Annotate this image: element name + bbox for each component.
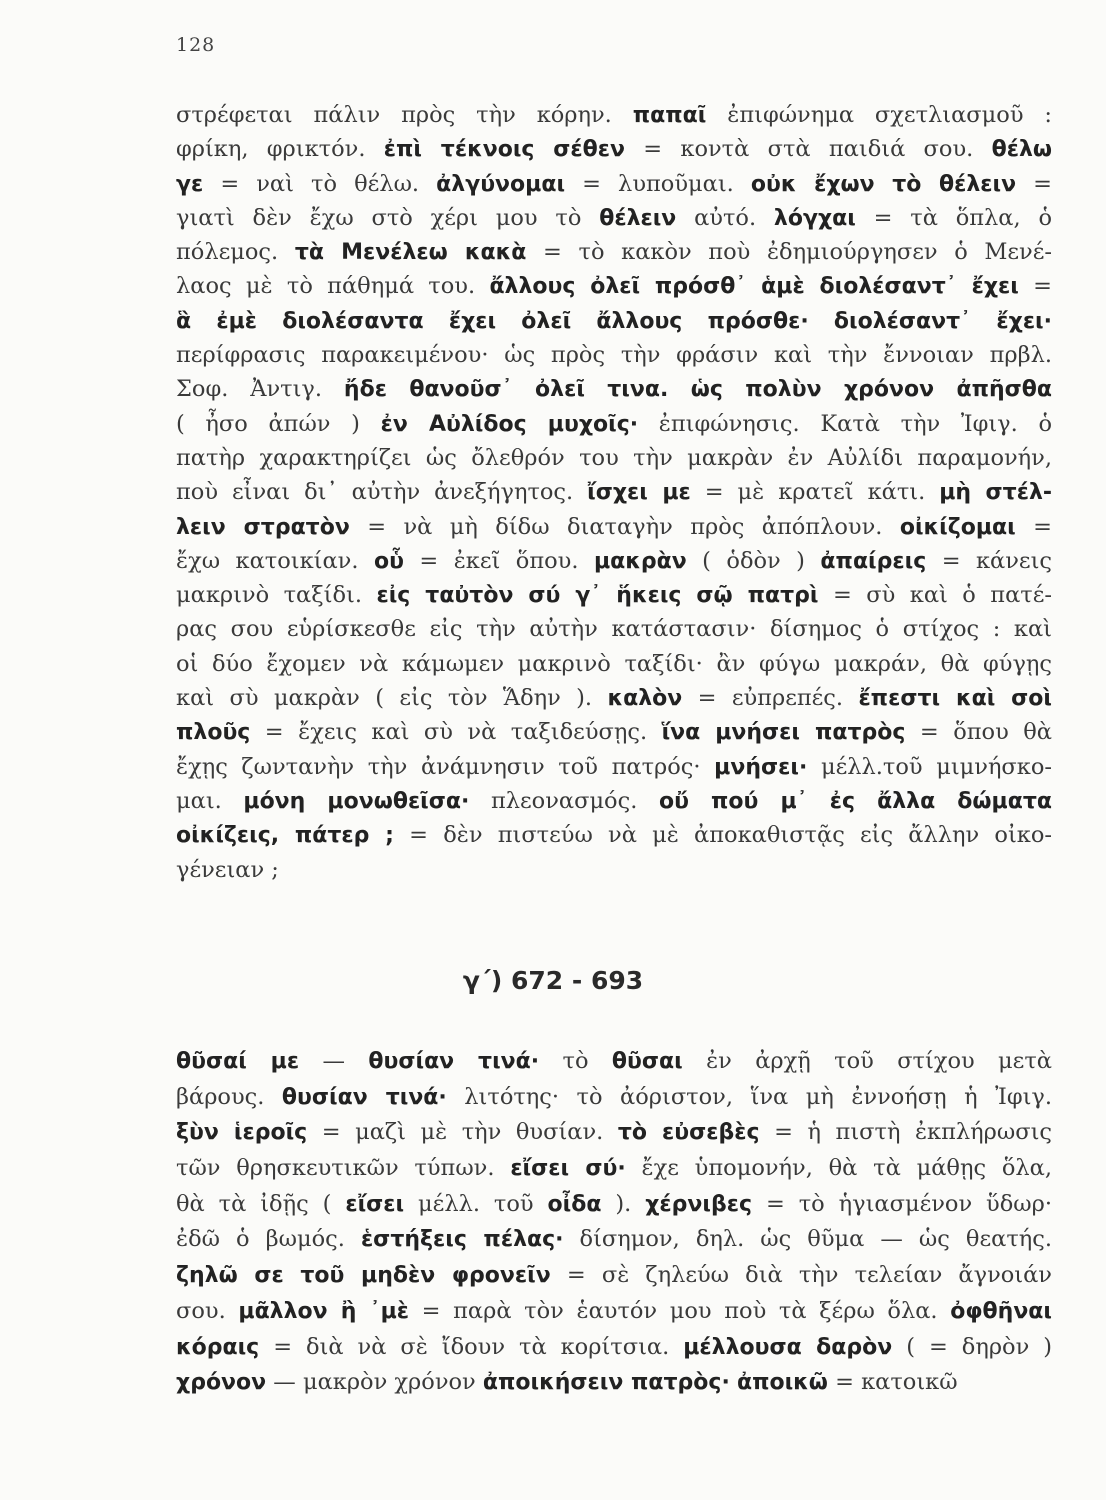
lemma-term: οὗ	[373, 548, 404, 574]
lemma-term: τὸ εὐσεβὲς	[617, 1120, 760, 1146]
lemma-term: ἴσχει με	[587, 480, 691, 506]
text-line	[176, 1080, 1052, 1116]
lemma-term: μακρὰν	[593, 548, 687, 574]
lemma-term: ἀπαίρεις	[820, 548, 927, 574]
gloss-text: = ἐκεῖ ὅπου.	[403, 547, 594, 574]
lemma-term: ἀποικῶ	[736, 1370, 828, 1396]
lemma-term: μὴ στέλ-	[939, 480, 1053, 506]
gloss-text: = τὸ κακὸν ποὺ ἐδημιούργησεν ὁ Μενέ-	[526, 239, 1052, 266]
text-line	[176, 853, 1052, 887]
text-line	[176, 681, 1052, 715]
lemma-term: μνήσει·	[714, 754, 808, 780]
lemma-term: ἀποικήσειν πατρὸς·	[482, 1370, 730, 1396]
lemma-term: λειν στρατὸν	[176, 514, 350, 540]
lemma-term: μόνη μονωθεῖσα·	[243, 788, 470, 814]
gloss-text: = διὰ νὰ σὲ ἴδουν τὰ κορίτσια.	[259, 1333, 684, 1360]
text-line	[176, 750, 1052, 784]
gloss-text: λιτότης· τὸ ἀόριστον, ἵνα μὴ ἐννοήσῃ ἡ Ἰφιγ.	[446, 1083, 1052, 1110]
gloss-text: = ὅπου θὰ	[905, 719, 1052, 746]
lemma-term: ἀλγύνομαι	[436, 171, 566, 197]
lemma-term: εἰς ταὐτὸν σύ γ᾽ ἥκεις σῷ πατρὶ	[376, 583, 819, 609]
commentary-paragraph-1	[176, 98, 1052, 887]
gloss-text: =	[1015, 513, 1052, 540]
gloss-text: ἔχῃς ζωντανὴν τὴν ἀνάμνησιν τοῦ πατρός·	[176, 753, 715, 780]
text-line	[176, 475, 1052, 509]
gloss-text: ἔχω κατοικίαν.	[176, 547, 374, 574]
lemma-term: μᾶλλον ἢ ᾽μὲ	[238, 1298, 410, 1324]
lemma-term: κόραις	[176, 1334, 260, 1360]
gloss-text: πατὴρ χαρακτηρίζει ὡς ὄλεθρόν του τὴν μακρὰν ἐν Αὐλίδι παραμονήν,	[176, 444, 1052, 471]
gloss-text: = σὺ καὶ ὁ πατέ-	[818, 582, 1052, 609]
gloss-text: στρέφεται πάλιν πρὸς τὴν κόρην.	[176, 102, 633, 128]
lemma-term: οἰκίζομαι	[899, 514, 1016, 540]
text-line	[176, 1044, 1052, 1080]
gloss-text: καὶ σὺ μακρὰν ( εἰς τὸν Ἅδην ).	[176, 685, 608, 712]
lemma-term: θυσίαν τινά·	[368, 1049, 540, 1074]
lemma-term: ἑστήξεις πέλας·	[360, 1227, 564, 1253]
commentary-paragraph-2	[176, 1044, 1052, 1401]
lemma-term: οἰκίζεις, πάτερ ;	[176, 823, 394, 849]
lemma-term: ἵνα μνήσει πατρὸς	[661, 720, 906, 746]
text-line	[176, 269, 1052, 303]
gloss-text: οἱ δύο ἔχομεν νὰ κάμωμεν μακρινὸ ταξίδι· ἂν φύγω μακράν, θὰ φύγῃς	[176, 650, 1052, 677]
gloss-text: τῶν θρησκευτικῶν τύπων.	[176, 1155, 511, 1182]
gloss-text: περίφρασις παρακειμένου· ὡς πρὸς τὴν φράσιν καὶ τὴν ἔννοιαν πρβλ.	[176, 342, 1052, 369]
gloss-text: — μακρὸν χρόνον	[266, 1369, 483, 1396]
text-line	[176, 1151, 1052, 1187]
gloss-text: τὸ	[539, 1048, 612, 1074]
lemma-term: θυσίαν τινά·	[281, 1084, 447, 1110]
page-number: 128	[176, 34, 216, 56]
lemma-term: ἐν Αὐλίδος μυχοῖς·	[380, 411, 639, 437]
gloss-text: = νὰ μὴ δίδω διαταγὴν πρὸς ἀπόπλουν.	[349, 513, 900, 540]
gloss-text: = κοντὰ στὰ παιδιά σου.	[624, 136, 992, 163]
gloss-text: = κάνεις	[926, 547, 1053, 574]
gloss-text: = λυποῦμαι.	[565, 170, 751, 197]
gloss-text: = εὐπρεπές.	[682, 685, 859, 712]
gloss-text: = δὲν πιστεύω νὰ μὲ ἀποκαθιστᾷς εἰς ἄλλην οἰκο-	[393, 822, 1052, 849]
lemma-term: πλοῦς	[176, 720, 251, 746]
gloss-text: ἔχε ὑπομονήν, θὰ τὰ μάθῃς ὅλα,	[625, 1155, 1052, 1182]
lemma-term: θέλειν	[599, 205, 677, 231]
lemma-term: ξὺν ἱεροῖς	[176, 1120, 308, 1146]
lemma-term: οὐκ ἔχων τὸ θέλειν	[750, 171, 1017, 197]
text-line	[176, 1365, 1052, 1401]
gloss-text: ρας σου εὑρίσκεσθε εἰς τὴν αὐτὴν κατάστασιν· δίσημος ὁ στίχος : καὶ	[176, 616, 1052, 643]
lemma-term: θέλω	[991, 137, 1052, 163]
gloss-text: γένειαν ;	[176, 856, 279, 883]
lemma-term: μέλλουσα δαρὸν	[683, 1334, 893, 1360]
gloss-text: μέλλ.τοῦ μιμνήσκο-	[807, 753, 1052, 780]
gloss-text: πόλεμος.	[176, 239, 295, 266]
text-line	[176, 338, 1052, 372]
gloss-text: μακρινὸ ταξίδι.	[176, 582, 377, 609]
lemma-term: γε	[176, 171, 204, 197]
lemma-term: θῦσαί με	[176, 1049, 300, 1074]
lemma-term: εἴσει σύ·	[510, 1156, 626, 1182]
lemma-term: εἴσει	[345, 1191, 405, 1217]
lemma-term: καλὸν	[607, 686, 683, 712]
gloss-text: ( = δηρὸν )	[892, 1333, 1053, 1360]
text-line	[176, 578, 1052, 612]
gloss-text: =	[1018, 273, 1052, 300]
lemma-term: ἐπὶ τέκνοις σέθεν	[383, 137, 625, 163]
gloss-text: μέλλ. τοῦ	[404, 1190, 548, 1217]
text-line	[176, 715, 1052, 749]
lemma-term: χέρνιβες	[645, 1191, 753, 1217]
lemma-term: λόγχαι	[773, 205, 856, 231]
gloss-text: ἐν ἀρχῇ τοῦ στίχου μετὰ	[682, 1048, 1052, 1074]
text-line	[176, 132, 1052, 166]
gloss-text: —	[299, 1048, 369, 1074]
text-line	[176, 1330, 1052, 1366]
gloss-text: σου.	[176, 1297, 239, 1324]
text-line	[176, 304, 1052, 338]
lemma-term: ἔπεστι καὶ σοὶ	[858, 686, 1052, 712]
lemma-term: ζηλῶ σε τοῦ μηδὲν φρονεῖν	[176, 1263, 551, 1289]
text-line	[176, 647, 1052, 681]
text-line	[176, 235, 1052, 269]
gloss-text: = παρὰ τὸν ἑαυτόν μου ποὺ τὰ ξέρω ὅλα.	[409, 1297, 951, 1324]
gloss-text: Σοφ. Ἀντιγ.	[176, 376, 344, 403]
lemma-term: θῦσαι	[611, 1049, 683, 1074]
lemma-term: ὀφθῆναι	[950, 1298, 1052, 1324]
gloss-text: γιατὶ δὲν ἔχω στὸ χέρι μου τὸ	[176, 204, 600, 231]
lemma-term: ἤδε θανοῦσ᾽ ὀλεῖ τινα. ὡς πολὺν χρόνον ἀπῆσθα	[343, 377, 1053, 403]
text-line	[176, 818, 1052, 852]
gloss-text: = ἡ πιστὴ ἐκπλήρωσις	[759, 1119, 1053, 1146]
text-line	[176, 544, 1052, 578]
gloss-text: = τὸ ἡγιασμένον ὕδωρ·	[752, 1190, 1053, 1217]
text-line	[176, 1222, 1052, 1258]
gloss-text: = σὲ ζηλεύω διὰ τὴν τελείαν ἄγνοιάν	[550, 1262, 1052, 1289]
text-line	[176, 784, 1052, 818]
text-line	[176, 407, 1052, 441]
text-line	[176, 1187, 1052, 1223]
lemma-term: ἄλλους ὀλεῖ πρόσθ᾽ ἁμὲ διολέσαντ᾽ ἔχει	[489, 274, 1019, 300]
text-line	[176, 441, 1052, 475]
lemma-term: οὔ πού μ᾽ ἐς ἄλλα δώματα	[658, 788, 1052, 814]
text-line	[176, 612, 1052, 646]
section-heading: γ΄) 672 - 693	[462, 966, 644, 995]
gloss-text: =	[1016, 170, 1052, 197]
text-line	[176, 98, 1052, 132]
gloss-text: μαι.	[176, 787, 244, 814]
gloss-text: βάρους.	[176, 1083, 282, 1110]
gloss-text: = ναὶ τὸ θέλω.	[203, 170, 437, 197]
gloss-text: = μαζὶ μὲ τὴν θυσίαν.	[307, 1119, 618, 1146]
gloss-text: ἐδῶ ὁ βωμός.	[176, 1226, 361, 1253]
gloss-text: ποὺ εἶναι δι᾽ αὐτὴν ἀνεξήγητος.	[176, 479, 588, 506]
text-line	[176, 1115, 1052, 1151]
text-line	[176, 1258, 1052, 1294]
gloss-text: ἐπιφώνησις. Κατὰ τὴν Ἰφιγ. ὁ	[638, 410, 1052, 437]
gloss-text: φρίκη, φρικτόν.	[176, 136, 384, 163]
lemma-term: χρόνον	[176, 1370, 267, 1396]
gloss-text: = ἔχεις καὶ σὺ νὰ ταξιδεύσῃς.	[250, 719, 662, 746]
gloss-text: λαος μὲ τὸ πάθημά του.	[176, 273, 490, 300]
gloss-text: πλεονασμός.	[469, 787, 659, 814]
text-line	[176, 167, 1052, 201]
lemma-term: τὰ Μενέλεω κακὰ	[294, 240, 527, 266]
text-line	[176, 372, 1052, 406]
gloss-text: = κατοικῶ	[827, 1369, 958, 1396]
text-line	[176, 201, 1052, 235]
gloss-text: αὐτό.	[676, 204, 774, 231]
lemma-term: οἶδα	[547, 1191, 602, 1217]
text-line	[176, 510, 1052, 544]
gloss-text: ( ἦσο ἀπών )	[176, 410, 381, 437]
gloss-text: ).	[601, 1190, 646, 1217]
lemma-term: ἃ ἐμὲ διολέσαντα ἔχει ὀλεῖ ἄλλους πρόσθε· διολέσαντ᾽ ἔχει·	[176, 308, 1052, 334]
lemma-term: παπαῖ	[632, 103, 707, 128]
text-line	[176, 1294, 1052, 1330]
gloss-text: = μὲ κρατεῖ κάτι.	[690, 479, 940, 506]
gloss-text: ( ὁδὸν )	[686, 547, 821, 574]
gloss-text: θὰ τὰ ἰδῇς (	[176, 1190, 346, 1217]
gloss-text	[730, 1369, 737, 1395]
gloss-text: δίσημον, δηλ. ὡς θῦμα — ὡς θεατής.	[563, 1226, 1052, 1253]
gloss-text: ἐπιφώνημα σχετλιασμοῦ :	[706, 102, 1052, 128]
gloss-text: = τὰ ὅπλα, ὁ	[855, 204, 1052, 231]
